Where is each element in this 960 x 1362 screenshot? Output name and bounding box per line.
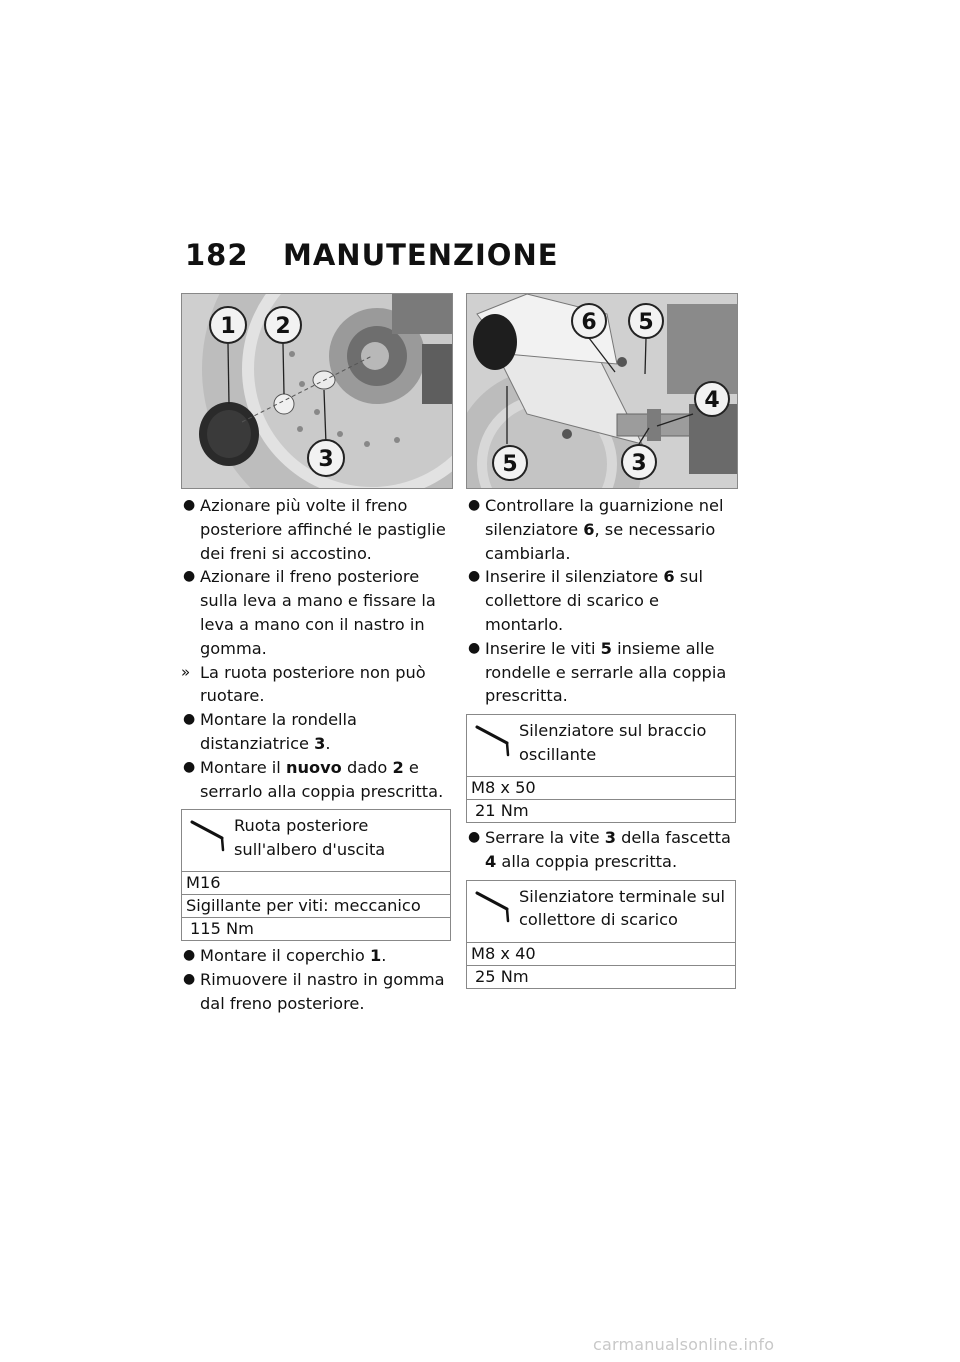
torque-wrench-icon	[475, 721, 515, 759]
callout-1	[210, 307, 246, 343]
watermark-link[interactable]: carmanualsonline.info	[593, 1335, 775, 1354]
step-item: ● Controllare la guarnizione nel silenziatore 6, se necessario cambiarla.	[468, 496, 724, 563]
bullet-dot-icon: ●	[468, 829, 481, 846]
svg-text:1: 1	[220, 314, 236, 339]
bullet-dot-icon: ●	[183, 947, 196, 964]
torque-wrench-icon	[475, 887, 515, 925]
torque-title: Ruota posteriore sull'albero d'uscita	[234, 816, 386, 859]
bullet-dot-icon: ●	[183, 568, 196, 585]
silencer-illustration	[467, 294, 737, 488]
bullet-dot-icon: ●	[468, 568, 481, 585]
bullet-dot-icon: ●	[183, 711, 196, 728]
step-item: ● Rimuovere il nastro in gomma dal freno posteriore.	[183, 970, 445, 1013]
torque-title: Silenziatore sul braccio oscillante	[519, 721, 707, 764]
rear-wheel-figure	[181, 293, 453, 489]
torque-table-silencer-swingarm	[466, 714, 736, 823]
torque-table-header	[467, 881, 735, 943]
torque-table-silencer-manifold	[466, 880, 736, 989]
step-item: ● Azionare il freno posteriore sulla leva a mano e fissare la leva a mano con il nastro in gomma.	[183, 567, 436, 658]
step-item: ● Inserire il silenziatore 6 sul collettore di scarico e montarlo.	[468, 567, 703, 634]
rear-wheel-illustration	[182, 294, 452, 488]
result-item: » La ruota posteriore non può ruotare.	[181, 662, 426, 706]
page-header	[183, 238, 743, 278]
right-steps-before	[466, 494, 738, 708]
torque-table-header	[467, 715, 735, 777]
step-item: ● Montare la rondella distanziatrice 3.	[183, 710, 357, 753]
svg-text:3: 3	[318, 447, 334, 472]
bullet-dot-icon: ●	[468, 639, 481, 656]
callout-2	[265, 307, 301, 343]
callout-3	[308, 440, 344, 476]
right-steps-middle	[466, 826, 738, 874]
bullet-dot-icon: ●	[468, 497, 481, 513]
svg-text:2: 2	[275, 314, 291, 339]
silencer-figure	[466, 293, 738, 489]
section-title: MANUTENZIONE	[283, 238, 559, 272]
torque-row-value: 25 Nm	[475, 966, 529, 986]
callout-5-top	[629, 304, 663, 338]
right-column	[466, 293, 738, 992]
step-item: ● Azionare più volte il freno posteriore affinché le pastiglie dei freni si accostino.	[183, 496, 446, 563]
torque-row-thread: M8 x 50	[467, 777, 735, 800]
torque-row-thread: M16	[182, 872, 450, 895]
step-item: ● Montare il nuovo dado 2 e serrarlo alla coppia prescritta.	[183, 757, 444, 801]
torque-row-thread: M8 x 40	[467, 943, 735, 966]
torque-wrench-icon	[190, 816, 230, 854]
step-item: ● Montare il coperchio 1.	[181, 944, 453, 968]
left-steps-before	[181, 494, 453, 803]
bullet-dot-icon: ●	[183, 758, 196, 775]
torque-table-header	[182, 810, 450, 872]
left-column	[181, 293, 453, 1016]
callout-4	[695, 382, 729, 416]
svg-text:3: 3	[631, 451, 647, 476]
left-steps-after	[181, 944, 453, 1015]
torque-table-rear-wheel	[181, 809, 451, 941]
svg-text:5: 5	[638, 310, 654, 335]
callout-6	[572, 304, 606, 338]
torque-row-value: 115 Nm	[190, 919, 254, 939]
torque-title: Silenziatore terminale sul collettore di scarico	[519, 886, 725, 930]
result-arrow-icon: »	[181, 662, 191, 681]
bullet-dot-icon: ●	[183, 497, 196, 513]
step-item: ● Serrare la vite 3 della fascetta 4 alla coppia prescritta.	[468, 828, 731, 871]
svg-text:6: 6	[581, 310, 597, 335]
step-item: ● Inserire le viti 5 insieme alle rondelle e serrarle alla coppia prescritta.	[468, 638, 727, 706]
callout-3	[622, 445, 656, 479]
torque-row-value: 21 Nm	[475, 801, 529, 821]
callout-5-bottom	[493, 446, 527, 480]
page-number: 182	[185, 238, 249, 272]
bullet-dot-icon: ●	[183, 971, 196, 988]
svg-text:4: 4	[704, 388, 720, 413]
svg-text:5: 5	[502, 452, 518, 477]
torque-row-sealant: Sigillante per viti: meccanico	[182, 895, 450, 918]
